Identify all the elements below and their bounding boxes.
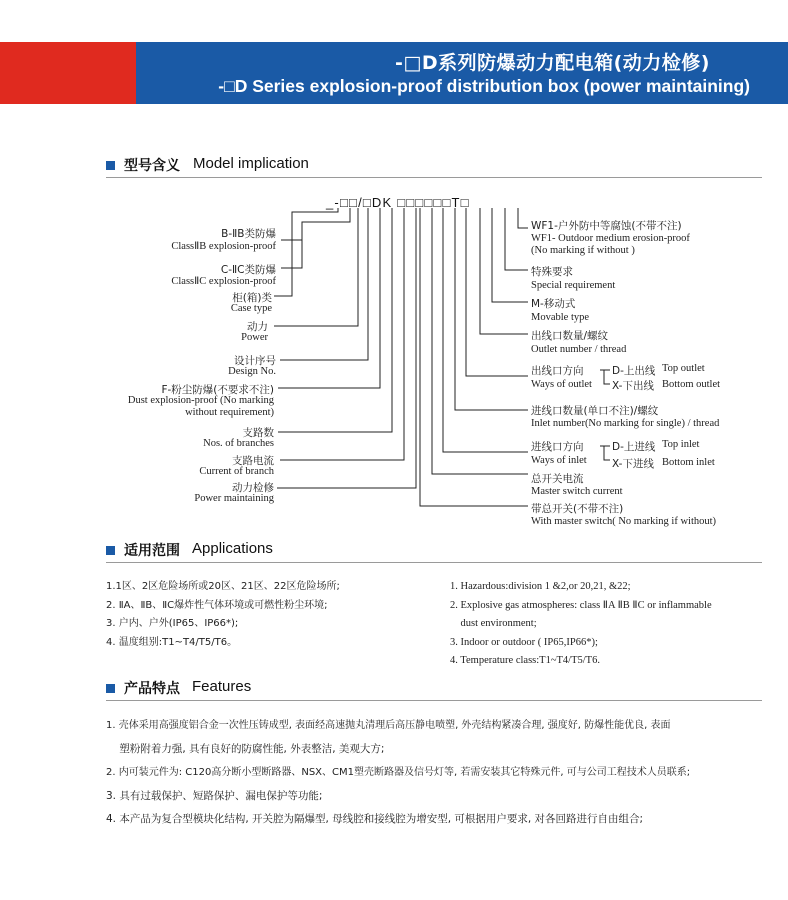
- features-list: [106, 714, 766, 832]
- list-item: 1. 壳体采用高强度铝合金一次性压铸成型, 表面经高速抛丸清理后高压静电喷塑, 外壳结构紧凑合理, 强度好, 防爆性能优良, 表面: [106, 720, 671, 731]
- label-dust-en2: without requirement): [185, 407, 274, 418]
- label-outlet-num-en: Outlet number / thread: [531, 344, 627, 355]
- label-branch-current-cn: 支路电流: [232, 455, 274, 467]
- label-iic-en: ClassⅡC explosion-proof: [171, 276, 276, 287]
- label-maintain-cn: 动力检修: [232, 482, 274, 494]
- label-branch-current-en: Current of branch: [199, 466, 274, 477]
- label-inlet-num-cn: 进线口数量(单口不注)/螺纹: [531, 405, 659, 417]
- section-title-cn: 型号含义: [124, 158, 180, 174]
- label-outlet-dir-cn: 出线口方向: [531, 365, 584, 377]
- list-item: dust environment;: [450, 618, 537, 629]
- applications-list-en: [450, 578, 712, 671]
- label-wf1-en: WF1- Outdoor medium erosion-proof: [531, 233, 690, 244]
- applications-list-cn: [106, 578, 340, 652]
- section-header-features: [106, 678, 762, 701]
- list-item: 3. Indoor or outdoor ( IP65,IP66*);: [450, 636, 598, 648]
- list-item: 1.1区、2区危险场所或20区、21区、22区危险场所;: [106, 581, 340, 592]
- label-inlet-dir-cn: 进线口方向: [531, 441, 584, 453]
- list-item: 塑粉附着力强, 具有良好的防腐性能, 外表整洁, 美观大方;: [106, 742, 385, 755]
- section-bullet-icon: [106, 684, 115, 693]
- label-wf1-en2: (No marking if without ): [531, 245, 635, 256]
- label-iib-cn: B-ⅡB类防爆: [221, 228, 276, 240]
- label-iic-cn: C-ⅡC类防爆: [220, 264, 276, 276]
- label-dust-cn: F-粉尘防爆(不要求不注): [161, 384, 274, 396]
- list-item: 4. 本产品为复合型模块化结构, 开关腔为隔爆型, 母线腔和接线腔为增安型, 可根据用户要求, 对各回路进行自由组合;: [106, 813, 644, 825]
- list-item: 1. Hazardous:division 1 &2,or 20,21, &22;: [450, 581, 631, 592]
- section-bullet-icon: [106, 546, 115, 555]
- label-case-en: Case type: [230, 303, 272, 314]
- label-design-cn: 设计序号: [234, 355, 276, 367]
- list-item: 3. 户内、户外(IP65、IP66*);: [106, 618, 239, 629]
- section-title-cn: 产品特点: [124, 681, 180, 697]
- label-outlet-bot-en: Bottom outlet: [662, 379, 721, 390]
- title-english: -□D Series explosion-proof distribution box (power maintaining): [218, 76, 750, 96]
- label-special-cn: 特殊要求: [531, 266, 573, 278]
- label-power-en: Power: [241, 332, 268, 343]
- label-iib-en: ClassⅡB explosion-proof: [171, 241, 276, 252]
- list-item: 2. Explosive gas atmospheres: class ⅡA ⅡB ⅡC or inflammable: [450, 599, 712, 611]
- list-item: 4. Temperature class:T1~T4/T5/T6.: [450, 655, 600, 666]
- label-dust-en: Dust explosion-proof (No marking: [127, 395, 274, 406]
- label-outlet-bot-cn: X-下出线: [612, 380, 654, 392]
- section-title-cn: 适用范围: [124, 543, 180, 559]
- label-special-en: Special requirement: [531, 280, 616, 291]
- label-maintain-en: Power maintaining: [194, 493, 274, 504]
- model-code: _-□□/□DK □□□□□□T□: [326, 195, 470, 210]
- label-wf1-cn: WF1-户外防中等腐蚀(不带不注): [531, 220, 682, 232]
- label-with-master-en: With master switch( No marking if without): [531, 516, 717, 527]
- label-inlet-top-cn: D-上进线: [612, 441, 656, 453]
- label-inlet-bot-cn: X-下进线: [612, 458, 654, 470]
- label-movable-en: Movable type: [531, 312, 590, 323]
- label-inlet-dir-en: Ways of inlet: [531, 455, 587, 466]
- label-case-cn: 柜(箱)类: [232, 292, 272, 304]
- label-master-cn: 总开关电流: [531, 473, 584, 485]
- label-movable-cn: M-移动式: [531, 298, 576, 310]
- label-outlet-dir-en: Ways of outlet: [531, 379, 592, 390]
- label-with-master-cn: 带总开关(不带不注): [531, 503, 624, 515]
- list-item: 3. 具有过载保护、短路保护、漏电保护等功能;: [106, 789, 323, 802]
- label-inlet-bot-en: Bottom inlet: [662, 457, 715, 468]
- label-outlet-top-en: Top outlet: [662, 363, 705, 374]
- title-chinese: -□D系列防爆动力配电箱(动力检修): [395, 52, 710, 74]
- label-branches-cn: 支路数: [242, 427, 274, 439]
- label-master-en: Master switch current: [531, 486, 623, 497]
- section-title-en: Model implication: [193, 155, 309, 172]
- label-power-cn: 动力: [247, 321, 268, 333]
- section-title-en: Features: [192, 678, 252, 695]
- label-branches-en: Nos. of branches: [203, 438, 274, 449]
- section-header-applications: [106, 540, 762, 563]
- label-inlet-num-en: Inlet number(No marking for single) / thread: [531, 418, 720, 429]
- list-item: 2. ⅡA、ⅡB、ⅡC爆炸性气体环境或可燃性粉尘环境;: [106, 599, 328, 611]
- list-item: 4. 温度组别:T1~T4/T5/T6。: [106, 636, 238, 648]
- label-design-en: Design No.: [228, 366, 276, 377]
- label-outlet-num-cn: 出线口数量/螺纹: [531, 330, 609, 342]
- section-title-en: Applications: [192, 540, 273, 557]
- label-outlet-top-cn: D-上出线: [612, 365, 656, 377]
- label-inlet-top-en: Top inlet: [662, 439, 700, 450]
- list-item: 2. 内可装元件为: C120高分断小型断路器、NSX、CM1塑壳断路器及信号灯等, 若需安装其它特殊元件, 可与公司工程技术人员联系;: [106, 767, 691, 778]
